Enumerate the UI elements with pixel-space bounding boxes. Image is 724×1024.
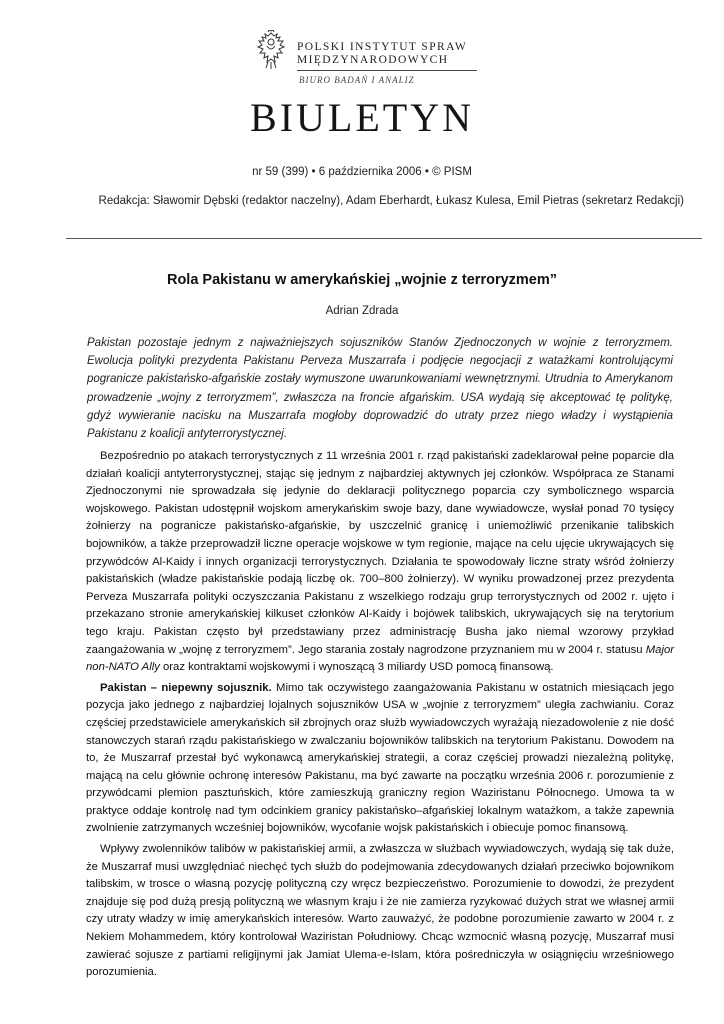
article-title: Rola Pakistanu w amerykańskiej „wojnie z terroryzmem” [166, 272, 558, 288]
issue-line: nr 59 (399) • 6 października 2006 • © PISM [252, 166, 472, 178]
eagle-emblem-icon [255, 30, 287, 70]
editors-line: Redakcja: Sławomir Dębski (redaktor naczelny), Adam Eberhardt, Łukasz Kulesa, Emil Pietras (sekretarz Redakcji) [98, 195, 684, 207]
status-term: Major non-NATO Ally [86, 643, 674, 674]
paragraph-1 [86, 448, 674, 677]
institute-name-line2: MIĘDZYNARODOWYCH [297, 54, 449, 66]
paragraph-2 [86, 680, 674, 838]
section-lead: Pakistan – niepewny sojusznik. [100, 681, 272, 694]
section-divider [66, 238, 702, 239]
paragraph-1-text: Bezpośrednio po atakach terrorystycznych z 11 września 2001 r. rząd pakistański zadeklarował pełne poparcie dla działań koalicji antyterrorystycznej, stając się jednym z najbardziej aktywnych jej członków. Współpraca ze Stanami Zjednoczonymi nie sprowadzała się jedynie do deklaracji politycznego poparcia czy symbolicznego wsparcia wojskowego. Pakistan udostępnił wojskom amerykańskim swoje bazy, dane wywiadowcze, wysłał ponad 70 tysięcy żołnierzy na pogranicze pakistańsko-afgańskie, by uszczelnić granicę i uniemożliwić przenikanie talibskich bojowników, a także przeprowadził liczne operacje wojskowe w tym regionie, mające na celu ujęcie ukrywających się przywódców Al-Kaidy i innych organizacji terrorystycznych. Działania te spowodowały liczne straty wśród żołnierzy pakistańskich (władze pakistańskie podają liczbę ok. 700–800 żołnierzy). W wyniku prowadzonej przez prezydenta Perveza Muszarrafa polityki oczyszczania Pakistanu z wszelkiego rodzaju grup terrorystycznych od 2002 r. ujęto i przekazano stronie amerykańskiej kilkuset członków Al-Kaidy i bojówek talibskich, ukrywających się na terytorium tego kraju. Pakistan często był przedstawiany przez administrację Busha jako niemal wzorowy przykład zaangażowania w „wojnę z terroryzmem”. Jego starania zostały nagrodzone przyznaniem mu w 2004 r. statusu [86, 450, 674, 656]
article-abstract: Pakistan pozostaje jednym z najważniejszych sojuszników Stanów Zjednoczonych w wojnie z terroryzmem. Ewolucja polityki prezydenta Pakistanu Perveza Muszarrafa i podjęcie negocjacji z watażkami kontrolującymi pogranicze pakistańsko-afgańskie zostały wymuszone uwarunkowaniami wewnętrznymi. Utrudnia to Amerykanom prowadzenie „wojny z terroryzmem”, zwłaszcza na froncie afgańskim. USA wydają się akceptować tę politykę, gdyż wywieranie nacisku na Muszarrafa mogłoby doprowadzić do utraty przez niego władzy i wystąpienia Pakistanu z koalicji antyterrorystycznej. [87, 337, 673, 441]
article-body [86, 448, 674, 985]
header-divider [297, 70, 477, 71]
paragraph-2-text: Mimo tak oczywistego zaangażowania Pakistanu w ostatnich miesiącach jego pozycja jako jednego z najbardziej lojalnych sojuszników USA w „wojnie z terroryzmem” uległa zachwianiu. Coraz częściej przedstawiciele amerykańskich sił zbrojnych oraz służb wywiadowczych wyrażają niezadowolenie z nie dość stanowczych starań rządu pakistańskiego w zwalczaniu bojowników talibskich na terytorium Pakistanu. Dowodem na to, że Muszarraf przestał być wykonawcą amerykańskiej strategii, a coraz częściej prowadzi niezależną politykę, mającą na celu głównie ochronę interesów Pakistanu, ma być zawarte na początku września 2006 r. porozumienie z przywódcami plemion pasztuńskich, które zamieszkują graniczny region Waziristanu Północnego. Umowa ta w praktyce oddaje kontrolę nad tym odcinkiem granicy pakistańsko–afgańskiej lokalnym watażkom, a także zapewnia zwolnienie zatrzymanych wcześniej bojowników, wycofanie wojsk pakistańskich i obiecuje pomoc finansową. [86, 681, 675, 835]
article-author: Adrian Zdrada [325, 305, 399, 317]
institute-name [297, 41, 467, 67]
paragraph-1-end: oraz kontraktami wojskowymi i wynoszącą 3 miliardy USD pomocą finansową. [163, 661, 554, 674]
institute-header [255, 30, 485, 98]
institute-subtitle: BIURO BADAŃ I ANALIZ [299, 75, 415, 85]
paragraph-3: Wpływy zwolenników talibów w pakistańskiej armii, a zwłaszcza w służbach wywiadowczych, wydają się tak duże, że Muszarraf musi uwzględniać niechęć tych służb do podejmowania zdecydowanych działań przeciwko bojownikom talibskim, w trosce o własną pozycję polityczną czy wręcz bezpieczeństwo. Porozumienie to dowodzi, że prezydent znajduje się pod dużą presją polityczną we własnym kraju i że nie zamierza ryzykować dużych strat we własnej armii czy utraty władzy w imię amerykańskich interesów. Warto zauważyć, że podobne porozumienie zawarto w 2004 r. z Nekiem Mohammedem, który kontrolował Waziristan Południowy. Chcąc wzmocnić własną pozycję, Muszarraf musi zawierać sojusze z partiami religijnymi jak Jamiat Ulema-e-Islam, która pośredniczyła w osiągnięciu wrześniowego porozumienia. [86, 843, 674, 979]
institute-name-line1: POLSKI INSTYTUT SPRAW [297, 41, 468, 53]
publication-title: BIULETYN [250, 95, 474, 140]
